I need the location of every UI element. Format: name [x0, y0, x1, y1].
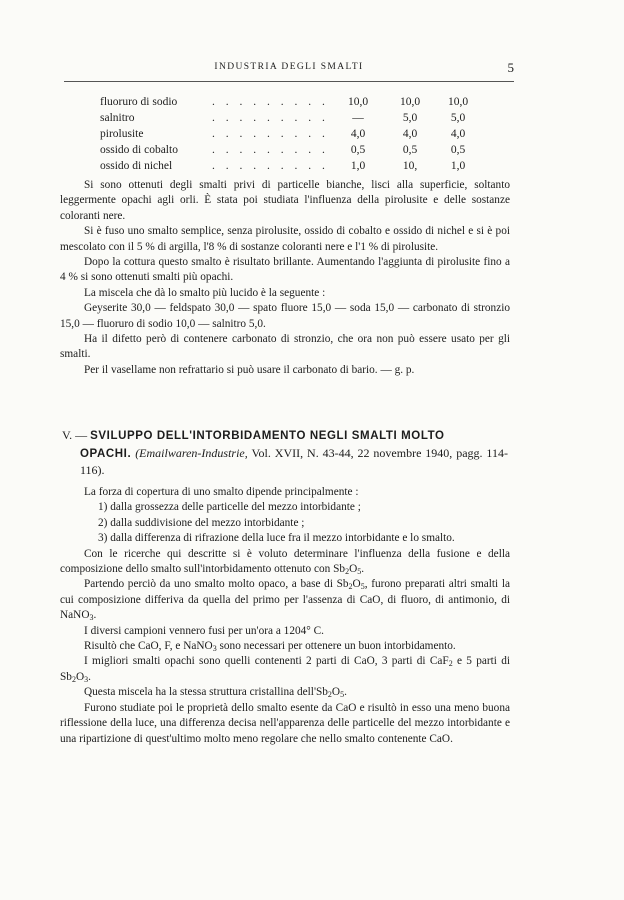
value-col-2: 10,0 [399, 96, 421, 108]
value-col-2: 10, [402, 160, 418, 172]
text-run: . [361, 563, 365, 576]
value-col-1: — [352, 112, 364, 124]
table-row [100, 94, 472, 110]
value-col-3: 0,5 [450, 144, 466, 156]
paragraph [60, 654, 510, 685]
list-item: 3) dalla differenza di rifrazione della luce fra il mezzo intorbidante e lo smalto. [98, 532, 455, 545]
text-run: . [344, 686, 347, 699]
value-col-1: 4,0 [350, 128, 366, 140]
paragraph: I diversi campioni vennero fusi per un'ora a 1204° C. [84, 624, 324, 637]
section-heading [62, 427, 508, 479]
leader-dots: . . . . . . . . . [212, 112, 329, 124]
table-row [100, 110, 472, 126]
section-title-line1: SVILUPPO DELL'INTORBIDAMENTO NEGLI SMALTI MOLTO [90, 430, 445, 442]
text-run: Con le ricerche qui descritte si è voluto determinare l'influenza della fusione e della composizione dello smalto sull'intorbidamento ottenuto con Sb [60, 547, 510, 576]
page-header [64, 60, 514, 78]
subscript: 2 [327, 690, 332, 700]
ingredient-name: pirolusite [100, 128, 144, 140]
subscript: 3 [84, 674, 89, 684]
paragraph: Si sono ottenuti degli smalti privi di particelle bianche, lisci alla superficie, soltanto leggermente opachi agli orli. È stata poi studiata l'influenza della pirolusite e delle sostanze coloranti nere. [60, 179, 510, 222]
text-run: e 5 parti di Sb [60, 655, 510, 683]
paragraph: Si è fuso uno smalto semplice, senza pirolusite, ossido di cobalto e ossido di nichel e si è poi mescolato con il 5 % di argilla, l'8 % di sostanze coloranti nere e l'1 % di pirolusite. [60, 225, 510, 253]
value-col-2: 4,0 [402, 128, 418, 140]
paragraph: La miscela che dà lo smalto più lucido è la seguente : [84, 286, 326, 299]
text-run: O [349, 563, 358, 576]
section-citation: Vol. XVII, N. 43-44, 22 novembre 1940, pagg. 114-116). [80, 445, 508, 477]
value-col-3: 1,0 [450, 160, 466, 172]
value-col-3: 10,0 [447, 96, 469, 108]
subscript: 2 [348, 582, 353, 592]
text-run: Partendo perciò da uno smalto molto opaco, a base di Sb [84, 578, 349, 591]
text-run: O [75, 670, 85, 683]
value-col-2: 0,5 [402, 144, 418, 156]
text-run: . [88, 670, 91, 683]
ingredient-name: fluoruro di sodio [100, 96, 178, 108]
section-number: V. — [62, 428, 88, 442]
section-title-continuation [62, 445, 508, 479]
paragraph: Dopo la cottura questo smalto è risultato brillante. Aumentando l'aggiunta di pirolusite fino a 4 % si sono ottenuti smalti più opachi. [60, 256, 510, 284]
subscript: 3 [89, 613, 94, 623]
leader-dots: . . . . . . . . . [212, 128, 329, 140]
text-run: I migliori smalti opachi sono quelli contenenti 2 parti di CaO, 3 parti di CaF [84, 655, 449, 668]
paragraph: La forza di copertura di uno smalto dipende principalmente : [84, 486, 359, 498]
table-row [100, 158, 472, 174]
value-col-1: 0,5 [350, 144, 366, 156]
subscript: 5 [340, 690, 345, 700]
header-rule [64, 81, 514, 82]
paragraph [60, 685, 510, 700]
subscript: 5 [360, 582, 365, 592]
subscript: 3 [212, 644, 217, 654]
running-title: INDUSTRIA DEGLI SMALTI [214, 62, 364, 72]
list-item: 1) dalla grossezza delle particelle del mezzo intorbidante ; [98, 501, 361, 514]
paragraph [60, 577, 510, 623]
abstract-v-body [60, 485, 510, 747]
paragraph [60, 639, 510, 654]
subscript: 2 [345, 567, 350, 577]
section-title-line2: OPACHI. [80, 447, 132, 460]
value-col-1: 10,0 [347, 96, 369, 108]
table-row [100, 126, 472, 142]
text-run: O [331, 686, 341, 699]
subscript: 2 [448, 659, 453, 669]
subscript: 2 [71, 674, 76, 684]
leader-dots: . . . . . . . . . [212, 96, 329, 108]
ingredient-name: ossido di nichel [100, 160, 173, 172]
text-run: O [352, 578, 361, 591]
leader-dots: . . . . . . . . . [212, 144, 329, 156]
text-run: sono necessari per ottenere un buon intorbidamento. [216, 640, 456, 653]
value-col-2: 5,0 [402, 112, 418, 124]
text-run: Risultò che CaO, F, e NaNO [84, 640, 213, 653]
list-item: 2) dalla suddivisione del mezzo intorbidante ; [98, 516, 305, 529]
leader-dots: . . . . . . . . . [212, 160, 329, 172]
text-run: Questa miscela ha la stessa struttura cristallina dell'Sb [84, 686, 328, 699]
paragraph: Geyserite 30,0 — feldspato 30,0 — spato fluore 15,0 — soda 15,0 — carbonato di stronzio 15,0 — fluoruro di sodio 10,0 — salnitro 5,0. [60, 302, 510, 330]
paragraph [60, 547, 510, 578]
paragraph: Ha il difetto però di contenere carbonato di stronzio, che ora non può essere usato per gli smalti. [60, 333, 510, 361]
section-source: (Emailwaren-Industrie, [135, 445, 248, 460]
page-number: 5 [507, 60, 514, 75]
ingredient-name: salnitro [100, 112, 135, 124]
table-row [100, 142, 472, 158]
text-run: , furono preparati altri smalti la cui composizione differiva da quella del primo per l'assenza di CaO, di fluoro, di antimonio, di NaNO [60, 578, 510, 622]
value-col-3: 4,0 [450, 128, 466, 140]
abstract-iv-body [60, 178, 510, 378]
paragraph: Furono studiate poi le proprietà dello smalto esente da CaO e risultò in esso una meno buona riflessione della luce, una differenza decisa nell'apparenza delle particelle del mezzo intorbidante e una ripartizione di quest'ultimo molto meno regolare che nello smalto contenente CaO. [60, 701, 510, 745]
ingredient-name: ossido di cobalto [100, 144, 178, 156]
paragraph: Per il vasellame non refrattario si può usare il carbonato di bario. — g. p. [84, 363, 415, 376]
value-col-1: 1,0 [350, 160, 366, 172]
subscript: 5 [357, 567, 362, 577]
text-run: . [93, 609, 97, 622]
value-col-3: 5,0 [450, 112, 466, 124]
recipe-table [100, 94, 472, 174]
